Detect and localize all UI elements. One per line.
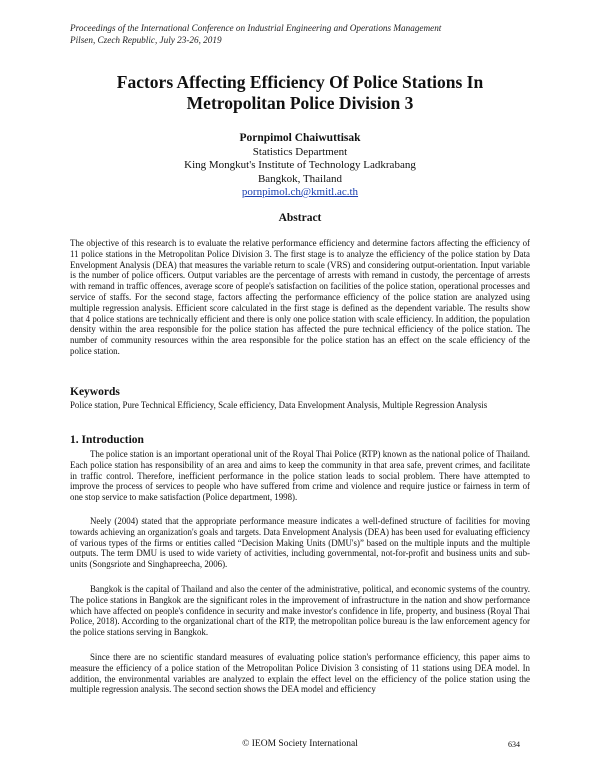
keywords-text: Police station, Pure Technical Efficiency, Scale efficiency, Data Envelopment Analysis, Multiple Regression Analysis bbox=[70, 400, 488, 410]
abstract-heading: Abstract bbox=[278, 212, 322, 224]
intro-paragraph-4: Since there are no scientific standard measures of evaluating police station's performance efficiency, this paper aims to measure the efficiency of a police station of the Metropolitan Police Division 3 consisting of 11 stations using DEA model. In addition, the environmental variables are analyzed to explain the effect level on the efficiency of the police station using the multiple regression analysis. The second section shows the DEA model and efficiency bbox=[70, 652, 530, 695]
intro-paragraph-2: Neely (2004) stated that the appropriate performance measure indicates a well-defined structure of facilities for moving towards achieving an organization's goals and targets. Data Envelopment Analysis (DEA) has been used for evaluating efficiency of various types of the firms or entities called “Decision Making Units (DMU's)” based on the multiple inputs and the multiple outputs. The term DMU is used to wide variety of activities, including governmental, not-for-profit and business units and sub-units (Songsriote and Singhapreecha, 2006). bbox=[70, 516, 530, 570]
intro-paragraph-3: Bangkok is the capital of Thailand and also the center of the administrative, political, and economic systems of the country. The police stations in Bangkok are the significant roles in the improvement of infrastructure in the nation and show performance which have affected on people's confidence in security and make investor's confidence in life, property, and business (Royal Thai Police, 2018). According to the organizational chart of the RTP, the metropolitan police bureau is the law enforcement agency for the police stations serving in Bangkok. bbox=[70, 584, 530, 638]
title-line-1: Factors Affecting Efficiency Of Police Stations In bbox=[116, 72, 484, 92]
running-header bbox=[70, 22, 540, 46]
footer-page-number: 634 bbox=[508, 740, 520, 749]
paper-title bbox=[60, 72, 540, 114]
header-location-line: Pilsen, Czech Republic, July 23-26, 2019 bbox=[70, 35, 222, 45]
author-name: Pornpimol Chaiwuttisak bbox=[239, 132, 361, 144]
introduction-heading: 1. Introduction bbox=[70, 434, 144, 446]
author-email-link[interactable]: pornpimol.ch@kmitl.ac.th bbox=[241, 186, 359, 198]
author-department: Statistics Department bbox=[252, 145, 348, 158]
header-conference-line: Proceedings of the International Conference on Industrial Engineering and Operations Management bbox=[70, 23, 442, 33]
keywords-heading: Keywords bbox=[70, 386, 120, 398]
abstract-text: The objective of this research is to evaluate the relative performance efficiency and determine factors affecting the efficiency of 11 police stations in the Metropolitan Police Division 3. The first stage is to analyze the efficiency of the police station by Data Envelopment Analysis (DEA) that measures the variable return to scale (VRS) and considering output-orientation. Input variable is the number of police officers. Output variables are the percentage of arrests with remand in custody, the percentage of arrests with remand in traffic offences, average score of people's satisfaction on facilities of the police station, operational processes and service of staffs. For the second stage, factors affecting the performance efficiency of the police station are analyzed using multiple regression analysis. Efficient score calculated in the first stage is defined as the dependent variable. The results show that 4 police stations are technically efficient and there is only one police station with scale efficiency. In addition, the population density within the area responsible for the police station has affected the pure technical efficiency of the police station. The number of community resources within the area responsible for the police station has an effect on the scale efficiency of the police station. bbox=[70, 238, 530, 356]
intro-paragraph-1: The police station is an important operational unit of the Royal Thai Police (RTP) known as the national police of Thailand. Each police station has responsibility of an area and aims to keep the community in that area safe, prevent crimes, and facilitate in traffic control. Therefore, inefficient performance in the police station leads to social problem. There have attempted to improve the process of services to people who have suffered from crime and violence and require justice or fairness in term of one stop service to make satisfaction (Police department, 1998). bbox=[70, 449, 530, 503]
author-block bbox=[60, 132, 540, 200]
footer-society: © IEOM Society International bbox=[242, 739, 358, 749]
title-line-2: Metropolitan Police Division 3 bbox=[186, 93, 414, 113]
author-institution: King Mongkut's Institute of Technology Ladkrabang bbox=[184, 159, 416, 171]
author-location: Bangkok, Thailand bbox=[257, 172, 343, 185]
